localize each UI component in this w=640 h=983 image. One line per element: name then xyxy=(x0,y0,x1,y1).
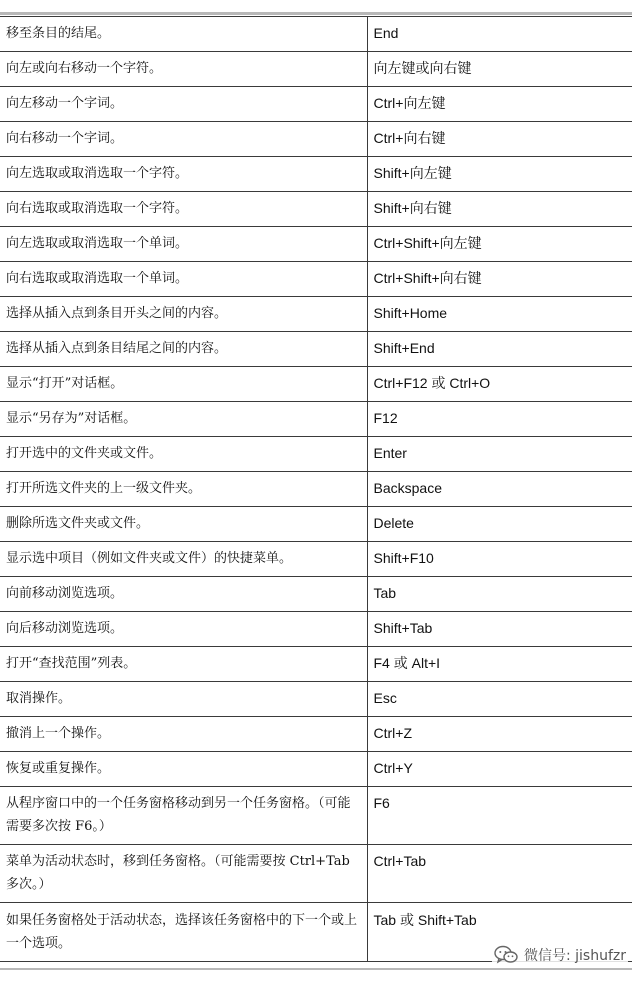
table-row xyxy=(0,717,632,752)
row-shortcut: Ctrl+Tab xyxy=(367,845,632,903)
row-shortcut: Shift+向左键 xyxy=(367,157,632,192)
row-description: 显示选中项目（例如文件夹或文件）的快捷菜单。 xyxy=(0,542,367,577)
row-description: 向右选取或取消选取一个单词。 xyxy=(0,262,367,297)
table-row xyxy=(0,752,632,787)
row-shortcut: Tab 或 Shift+Tab xyxy=(367,903,632,962)
row-description: 显示“打开”对话框。 xyxy=(0,367,367,402)
table-row xyxy=(0,262,632,297)
table-row xyxy=(0,612,632,647)
row-description: 取消操作。 xyxy=(0,682,367,717)
row-description: 向左选取或取消选取一个字符。 xyxy=(0,157,367,192)
table-row xyxy=(0,437,632,472)
row-description: 打开选中的文件夹或文件。 xyxy=(0,437,367,472)
row-shortcut: Backspace xyxy=(367,472,632,507)
row-description: 向左移动一个字词。 xyxy=(0,87,367,122)
row-description: 删除所选文件夹或文件。 xyxy=(0,507,367,542)
row-shortcut: Shift+F10 xyxy=(367,542,632,577)
row-shortcut: Delete xyxy=(367,507,632,542)
table-row xyxy=(0,17,632,52)
table-row xyxy=(0,472,632,507)
row-shortcut: Shift+Tab xyxy=(367,612,632,647)
row-shortcut: Enter xyxy=(367,437,632,472)
row-description: 打开“查找范围”列表。 xyxy=(0,647,367,682)
shortcut-table-body xyxy=(0,17,632,962)
table-row xyxy=(0,542,632,577)
row-description: 打开所选文件夹的上一级文件夹。 xyxy=(0,472,367,507)
shortcut-table xyxy=(0,16,632,962)
row-description: 从程序窗口中的一个任务窗格移动到另一个任务窗格。（可能需要多次按 F6。） xyxy=(0,787,367,845)
table-row xyxy=(0,227,632,262)
row-description: 恢复或重复操作。 xyxy=(0,752,367,787)
row-shortcut: 向左键或向右键 xyxy=(367,52,632,87)
table-row xyxy=(0,332,632,367)
table-row xyxy=(0,787,632,845)
row-description: 选择从插入点到条目结尾之间的内容。 xyxy=(0,332,367,367)
table-row xyxy=(0,647,632,682)
row-description: 向左或向右移动一个字符。 xyxy=(0,52,367,87)
table-row xyxy=(0,87,632,122)
row-shortcut: Esc xyxy=(367,682,632,717)
table-row xyxy=(0,402,632,437)
table-row xyxy=(0,507,632,542)
table-row xyxy=(0,682,632,717)
row-description: 菜单为活动状态时，移到任务窗格。（可能需要按 Ctrl+Tab 多次。） xyxy=(0,845,367,903)
row-description: 向右移动一个字词。 xyxy=(0,122,367,157)
row-shortcut: Ctrl+Shift+向左键 xyxy=(367,227,632,262)
table-row xyxy=(0,577,632,612)
row-shortcut: Shift+End xyxy=(367,332,632,367)
row-shortcut: Shift+向右键 xyxy=(367,192,632,227)
row-shortcut: Ctrl+向左键 xyxy=(367,87,632,122)
row-shortcut: F6 xyxy=(367,787,632,845)
watermark xyxy=(492,944,628,966)
row-description: 如果任务窗格处于活动状态，选择该任务窗格中的下一个或上一个选项。 xyxy=(0,903,367,962)
table-row xyxy=(0,122,632,157)
table-row xyxy=(0,845,632,903)
row-shortcut: Ctrl+向右键 xyxy=(367,122,632,157)
bottom-rule xyxy=(0,968,632,970)
row-description: 移至条目的结尾。 xyxy=(0,17,367,52)
row-shortcut: Shift+Home xyxy=(367,297,632,332)
row-shortcut: Ctrl+Z xyxy=(367,717,632,752)
table-row xyxy=(0,367,632,402)
table-row xyxy=(0,297,632,332)
row-description: 向前移动浏览选项。 xyxy=(0,577,367,612)
row-description: 向右选取或取消选取一个字符。 xyxy=(0,192,367,227)
watermark-text: 微信号: jishufzr xyxy=(523,948,626,964)
table-row xyxy=(0,157,632,192)
wechat-icon xyxy=(494,945,518,965)
table-row xyxy=(0,192,632,227)
row-description: 选择从插入点到条目开头之间的内容。 xyxy=(0,297,367,332)
top-rule xyxy=(0,12,632,15)
row-shortcut: Tab xyxy=(367,577,632,612)
row-description: 向左选取或取消选取一个单词。 xyxy=(0,227,367,262)
row-shortcut: End xyxy=(367,17,632,52)
row-shortcut: F4 或 Alt+I xyxy=(367,647,632,682)
row-shortcut: F12 xyxy=(367,402,632,437)
row-description: 撤消上一个操作。 xyxy=(0,717,367,752)
row-description: 显示“另存为”对话框。 xyxy=(0,402,367,437)
row-shortcut: Ctrl+Shift+向右键 xyxy=(367,262,632,297)
row-shortcut: Ctrl+F12 或 Ctrl+O xyxy=(367,367,632,402)
row-shortcut: Ctrl+Y xyxy=(367,752,632,787)
row-description: 向后移动浏览选项。 xyxy=(0,612,367,647)
table-row xyxy=(0,52,632,87)
